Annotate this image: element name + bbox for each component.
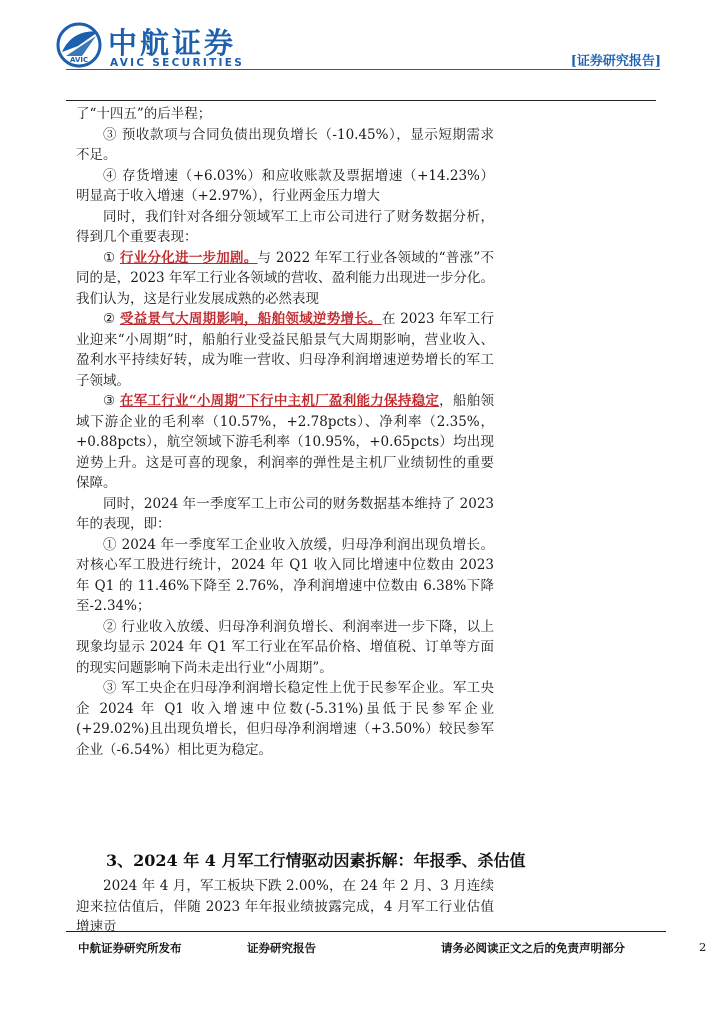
finding-3-marker: ③ — [103, 393, 120, 409]
paragraph-intro-subsectors: 同时，我们针对各细分领域军工上市公司进行了财务数据分析，得到几个重要表现： — [76, 208, 494, 245]
section-body — [76, 876, 494, 938]
content-top-divider — [66, 100, 656, 101]
finding-2-text: 在 2023 年军工行业迎来“小周期”时，船舶行业受益民船景气大周期影响，营业收入、盈利水平持续好转，成为唯一营收、归母净利润增速逆势增长的军工子领域。 — [76, 311, 494, 389]
section-paragraph: 2024 年 4 月，军工板块下跌 2.00%，在 24 年 2 月、3 月连续迎来拉估值后，伴随 2023 年年报业绩披露完成，4 月军工行业估值增速贡 — [76, 878, 494, 935]
finding-2-marker: ② — [103, 311, 120, 327]
paragraph-q1-point-2: ② 行业收入放缓、归母净利润负增长、利润率进一步下降，以上现象均显示 2024 年 Q1 军工行业在军品价格、增值税、订单等方面的现实问题影响下尚未走出行业“小周期”。 — [76, 618, 494, 676]
paragraph-point-3: ③ 预收款项与合同负债出现负增长（-10.45%），显示短期需求不足。 — [76, 126, 494, 163]
section-heading: 3、2024 年 4 月军工行情驱动因素拆解：年报季、杀估值 — [106, 851, 526, 870]
paragraph-point-4: ④ 存货增速（+6.03%）和应收账款及票据增速（+14.23%）明显高于收入增速（+2.97%），行业两金压力增大 — [76, 167, 494, 204]
page-header — [0, 0, 724, 100]
page-number: 2 — [699, 940, 707, 954]
paragraph-finding-2 — [76, 309, 494, 391]
avic-logo-icon — [56, 22, 102, 68]
finding-2-highlight: 受益景气大周期影响，船舶领域逆势增长。 — [119, 311, 382, 327]
footer-report-type: 证券研究报告 — [247, 941, 316, 955]
brand-name-en: AVIC SECURITIES — [110, 57, 245, 69]
logo-text: AVIC — [70, 56, 89, 64]
finding-1-marker: ① — [103, 249, 120, 266]
header-divider — [66, 69, 660, 70]
paragraph-q1-point-3: ③ 军工央企在归母净利润增长稳定性上优于民参军企业。军工央企 2024 年 Q1 收入增速中位数(-5.31%)虽低于民参军企业(+29.02%)且出现负增长，但归母净利润增速（+3.50%）较民参军企业（-6.54%）相比更为稳定。 — [76, 680, 494, 758]
paragraph-q1-point-1: ① 2024 年一季度军工企业收入放缓，归母净利润出现负增长。对核心军工股进行统计，2024 年 Q1 收入同比增速中位数由 2023 年 Q1 的 11.46%下降至 2.76%，净利润增速中位数由 6.38%下降至-2.34%； — [76, 536, 494, 614]
finding-3-highlight: 在军工行业“小周期”下行中主机厂盈利能力保持稳定 — [119, 393, 440, 409]
paragraph-finding-3 — [76, 391, 494, 494]
report-type-tag: [证券研究报告] — [570, 54, 661, 69]
footer-disclaimer: 请务必阅读正文之后的免责声明部分 — [441, 941, 625, 955]
paragraph-finding-1 — [76, 248, 494, 310]
footer-divider — [66, 931, 666, 932]
brand-name-cn: 中航证券 — [108, 26, 237, 60]
finding-3-text: ，船舶领域下游企业的毛利率（10.57%，+2.78pcts）、净利率（2.35%，+0.88pcts），航空领域下游毛利率（10.95%，+0.65pcts）均出现逆势上升。这是可喜的现象，利润率的弹性是主机厂业绩韧性的重要保障。 — [76, 393, 494, 491]
main-content — [76, 104, 494, 760]
paragraph-q1-intro: 同时，2024 年一季度军工上市公司的财务数据基本维持了 2023 年的表现，即： — [76, 495, 494, 532]
paragraph-continuation: 了“十四五”的后半程； — [76, 106, 212, 122]
finding-1-text: 与 2022 年军工行业各领域的“普涨”不同的是，2023 年军工行业各领域的营收、盈利能力出现进一步分化。我们认为，这是行业发展成熟的必然表现 — [76, 249, 494, 307]
footer-publisher: 中航证券研究所发布 — [78, 941, 182, 955]
finding-1-highlight: 行业分化进一步加剧。 — [119, 249, 258, 266]
